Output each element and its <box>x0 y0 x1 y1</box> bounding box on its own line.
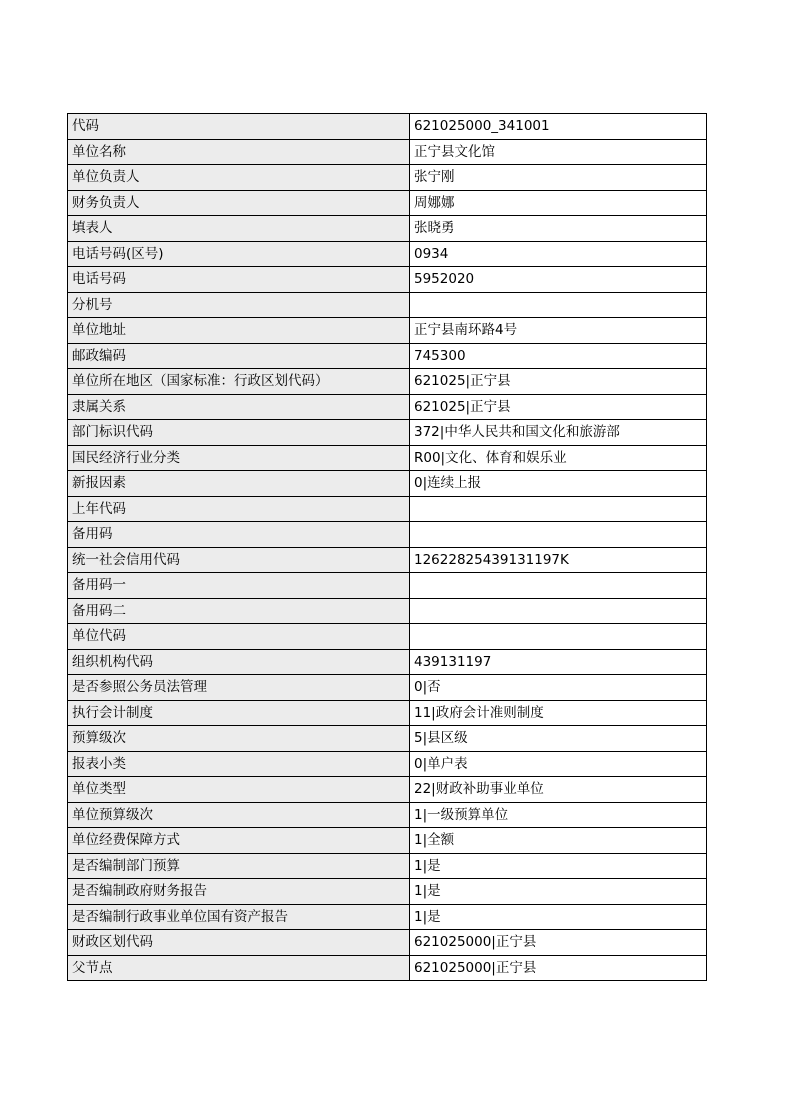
table-row <box>68 216 707 242</box>
field-value: 745300 <box>410 343 707 369</box>
table-row <box>68 369 707 395</box>
field-value <box>410 292 707 318</box>
field-label: 备用码二 <box>68 598 410 624</box>
field-value: 1|一级预算单位 <box>410 802 707 828</box>
field-value: 正宁县南环路4号 <box>410 318 707 344</box>
field-value: 0|单户表 <box>410 751 707 777</box>
table-row <box>68 114 707 140</box>
table-row <box>68 445 707 471</box>
field-value: 0|否 <box>410 675 707 701</box>
field-label: 是否编制政府财务报告 <box>68 879 410 905</box>
table-row <box>68 624 707 650</box>
field-label: 单位所在地区（国家标准：行政区划代码） <box>68 369 410 395</box>
field-label: 隶属关系 <box>68 394 410 420</box>
field-value: 11|政府会计准则制度 <box>410 700 707 726</box>
field-value: 张晓勇 <box>410 216 707 242</box>
field-label: 是否编制部门预算 <box>68 853 410 879</box>
field-value: 621025000_341001 <box>410 114 707 140</box>
table-row <box>68 165 707 191</box>
field-value: 621025|正宁县 <box>410 394 707 420</box>
table-row <box>68 420 707 446</box>
field-value: 12622825439131197K <box>410 547 707 573</box>
field-label: 单位预算级次 <box>68 802 410 828</box>
table-row <box>68 700 707 726</box>
field-label: 邮政编码 <box>68 343 410 369</box>
field-value <box>410 598 707 624</box>
table-row <box>68 598 707 624</box>
field-label: 电话号码(区号) <box>68 241 410 267</box>
table-row <box>68 318 707 344</box>
field-label: 备用码 <box>68 522 410 548</box>
table-row <box>68 394 707 420</box>
table-row <box>68 675 707 701</box>
field-label: 财政区划代码 <box>68 930 410 956</box>
field-label: 单位地址 <box>68 318 410 344</box>
field-value <box>410 624 707 650</box>
field-label: 代码 <box>68 114 410 140</box>
field-value: 1|是 <box>410 904 707 930</box>
field-value: 1|全额 <box>410 828 707 854</box>
field-value: 正宁县文化馆 <box>410 139 707 165</box>
field-value: 5952020 <box>410 267 707 293</box>
field-label: 部门标识代码 <box>68 420 410 446</box>
table-row <box>68 573 707 599</box>
table-row <box>68 547 707 573</box>
field-label: 组织机构代码 <box>68 649 410 675</box>
field-value: 1|是 <box>410 879 707 905</box>
field-label: 报表小类 <box>68 751 410 777</box>
field-label: 是否参照公务员法管理 <box>68 675 410 701</box>
table-row <box>68 522 707 548</box>
table-row <box>68 343 707 369</box>
field-value: 22|财政补助事业单位 <box>410 777 707 803</box>
field-value: 621025000|正宁县 <box>410 955 707 981</box>
field-value <box>410 496 707 522</box>
field-label: 单位类型 <box>68 777 410 803</box>
field-label: 填表人 <box>68 216 410 242</box>
field-label: 备用码一 <box>68 573 410 599</box>
field-label: 单位代码 <box>68 624 410 650</box>
table-row <box>68 853 707 879</box>
table-row <box>68 292 707 318</box>
field-value: 张宁刚 <box>410 165 707 191</box>
table-row <box>68 471 707 497</box>
field-label: 父节点 <box>68 955 410 981</box>
table-row <box>68 726 707 752</box>
field-label: 国民经济行业分类 <box>68 445 410 471</box>
table-row <box>68 802 707 828</box>
table-row <box>68 777 707 803</box>
field-label: 电话号码 <box>68 267 410 293</box>
field-label: 单位负责人 <box>68 165 410 191</box>
table-row <box>68 930 707 956</box>
field-value: 439131197 <box>410 649 707 675</box>
field-label: 预算级次 <box>68 726 410 752</box>
field-label: 上年代码 <box>68 496 410 522</box>
table-row <box>68 904 707 930</box>
field-value: 372|中华人民共和国文化和旅游部 <box>410 420 707 446</box>
field-label: 新报因素 <box>68 471 410 497</box>
field-value: 621025000|正宁县 <box>410 930 707 956</box>
field-value: 周娜娜 <box>410 190 707 216</box>
field-label: 执行会计制度 <box>68 700 410 726</box>
table-row <box>68 828 707 854</box>
field-label: 财务负责人 <box>68 190 410 216</box>
table-row <box>68 496 707 522</box>
field-value <box>410 522 707 548</box>
field-value: 0|连续上报 <box>410 471 707 497</box>
table-row <box>68 751 707 777</box>
field-label: 单位名称 <box>68 139 410 165</box>
table-row <box>68 955 707 981</box>
field-value: 1|是 <box>410 853 707 879</box>
table-row <box>68 267 707 293</box>
field-value: 5|县区级 <box>410 726 707 752</box>
table-row <box>68 241 707 267</box>
table-row <box>68 139 707 165</box>
table-row <box>68 649 707 675</box>
field-value: R00|文化、体育和娱乐业 <box>410 445 707 471</box>
unit-info-table-body <box>68 114 707 981</box>
field-label: 是否编制行政事业单位国有资产报告 <box>68 904 410 930</box>
field-label: 分机号 <box>68 292 410 318</box>
field-value: 0934 <box>410 241 707 267</box>
field-label: 统一社会信用代码 <box>68 547 410 573</box>
field-value <box>410 573 707 599</box>
field-value: 621025|正宁县 <box>410 369 707 395</box>
table-row <box>68 879 707 905</box>
table-row <box>68 190 707 216</box>
unit-info-table <box>67 113 707 981</box>
field-label: 单位经费保障方式 <box>68 828 410 854</box>
